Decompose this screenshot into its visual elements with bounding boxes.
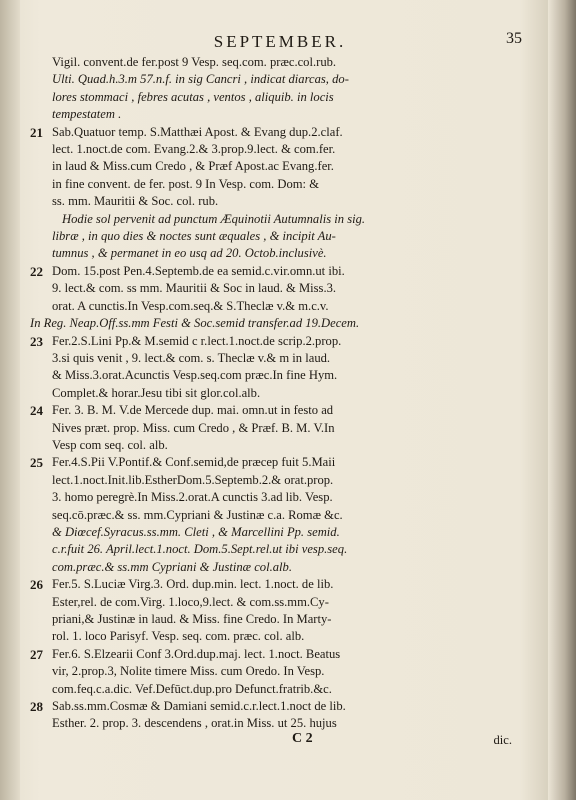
calendar-entry-line xyxy=(30,124,530,141)
line-text: Sab.ss.mm.Cosmæ & Damiani semid.c.r.lect.1.noct de lib. xyxy=(52,699,346,714)
line-text: c.r.fuit 26. April.lect.1.noct. Dom.5.Sept.rel.ut ibi vesp.seq. xyxy=(52,542,348,557)
calendar-entry-line xyxy=(30,576,530,593)
line-text: lect.1.noct.Init.lib.EstherDom.5.Septemb.2.& orat.prop. xyxy=(52,472,334,487)
text-line xyxy=(30,245,530,262)
line-text: priani,& Justinæ in laud. & Miss. fine Credo. In Marty- xyxy=(52,612,332,626)
text-line xyxy=(30,211,530,228)
calendar-entry-line xyxy=(30,454,530,471)
line-text: Fer.5. S.Luciæ Virg.3. Ord. dup.min. lect. 1.noct. de lib. xyxy=(52,577,334,592)
text-line xyxy=(30,54,530,71)
line-text: & Miss.3.orat.Acunctis Vesp.seq.com præc.In fine Hym. xyxy=(52,368,338,383)
day-number: 25 xyxy=(30,455,43,471)
line-text: Nives præt. prop. Miss. cum Credo , & Præf. B. M. V.In xyxy=(52,420,335,435)
text-line xyxy=(30,350,530,367)
page-edge xyxy=(548,0,576,800)
text-line xyxy=(30,611,530,628)
text-line xyxy=(30,141,530,158)
line-text: & Diœcef.Syracus.ss.mm. Cleti , & Marcellini Pp. semid. xyxy=(52,524,340,539)
calendar-entry-line xyxy=(30,333,530,350)
catchword: dic. xyxy=(493,732,512,747)
signature-mark: C 2 xyxy=(292,730,313,746)
line-text: seq.cō.præc.& ss. mm.Cypriani & Justinæ c.a. Romæ &c. xyxy=(52,507,343,522)
text-line xyxy=(30,367,530,384)
day-number: 22 xyxy=(30,263,43,279)
text-line xyxy=(30,559,530,576)
line-text: rol. 1. loco Parisyf. Vesp. seq. com. præc. col. alb. xyxy=(52,629,305,644)
line-text: Fer.4.S.Pii V.Pontif.& Conf.semid,de præcep fuit 5.Maii xyxy=(52,455,336,470)
line-text: lores stommaci , febres acutas , ventos , aliquib. in locis xyxy=(52,89,334,104)
text-line xyxy=(30,594,530,611)
page-number: 35 xyxy=(506,30,522,47)
text-line xyxy=(30,507,530,524)
text-line xyxy=(30,472,530,489)
day-number: 24 xyxy=(30,403,43,419)
line-text: Fer. 3. B. M. V.de Mercede dup. mai. omn.ut in festo ad xyxy=(52,403,334,418)
text-line xyxy=(30,193,530,210)
calendar-entry-line xyxy=(30,402,530,419)
line-text: 3.si quis venit , 9. lect.& com. s. Theclæ v.& m in laud. xyxy=(52,350,331,365)
text-line xyxy=(30,489,530,506)
text-line xyxy=(30,89,530,106)
text-line xyxy=(30,524,530,541)
line-text: Ester,rel. de com.Virg. 1.loco,9.lect. & com.ss.mm.Cy- xyxy=(52,594,329,609)
text-line xyxy=(30,437,530,454)
line-text: com.feq.c.a.dic. Vef.Defūct.dup.pro Defunct.fratrib.&c. xyxy=(52,681,332,696)
line-text: Vigil. convent.de fer.post 9 Vesp. seq.com. præc.col.rub. xyxy=(52,55,337,69)
line-text: ss. mm. Mauritii & Soc. col. rub. xyxy=(52,194,219,209)
text-line xyxy=(30,106,530,123)
line-text: Dom. 15.post Pen.4.Septemb.de ea semid.c.vir.omn.ut ibi. xyxy=(52,263,345,278)
text-line xyxy=(30,663,530,680)
day-number: 21 xyxy=(30,124,43,140)
book-gutter xyxy=(0,0,20,800)
calendar-entry-line xyxy=(30,263,530,280)
day-number: 23 xyxy=(30,333,43,349)
day-number: 27 xyxy=(30,646,43,662)
calendar-entry-line xyxy=(30,646,530,663)
line-text: Fer.6. S.Elzearii Conf 3.Ord.dup.maj. lect. 1.noct. Beatus xyxy=(52,646,341,661)
text-line xyxy=(30,420,530,437)
text-line xyxy=(30,158,530,175)
line-text: 3. homo peregrè.In Miss.2.orat.A cunctis 3.ad lib. Vesp. xyxy=(52,490,333,505)
text-line xyxy=(30,176,530,193)
line-text: orat. A cunctis.In Vesp.com.seq.& S.Theclæ v.& m.c.v. xyxy=(52,298,329,313)
line-text: lect. 1.noct.de com. Evang.2.& 3.prop.9.lect. & com.fer. xyxy=(52,142,336,157)
calendar-entry-line xyxy=(30,698,530,715)
text-line xyxy=(30,628,530,645)
text-line xyxy=(30,71,530,88)
page-header xyxy=(30,30,530,54)
line-text: In Reg. Neap.Off.ss.mm Festi & Soc.semid transfer.ad 19.Decem. xyxy=(30,316,360,331)
line-text: libræ , in quo dies & noctes sunt æquales , & incipit Au- xyxy=(52,229,336,244)
line-text: Hodie sol pervenit ad punctum Æquinotii Autumnalis in sig. xyxy=(62,211,366,226)
day-number: 26 xyxy=(30,577,43,593)
line-text: tempestatem . xyxy=(52,107,122,122)
text-line xyxy=(30,228,530,245)
page-footer xyxy=(30,731,530,751)
day-number: 28 xyxy=(30,699,43,715)
line-text: vir, 2.prop.3, Nolite timere Miss. cum Oredo. In Vesp. xyxy=(52,664,325,679)
line-text: Esther. 2. prop. 3. descendens , orat.in Miss. ut 25. hujus xyxy=(52,716,337,731)
text-line xyxy=(30,681,530,698)
line-text: Complet.& horar.Jesu tibi sit glor.col.alb. xyxy=(52,385,261,400)
text-line xyxy=(30,315,530,332)
line-text: in laud & Miss.cum Credo , & Præf Apost.ac Evang.fer. xyxy=(52,159,334,174)
line-text: 9. lect.& com. ss mm. Mauritii & Soc in laud. & Miss.3. xyxy=(52,281,337,296)
text-line xyxy=(30,541,530,558)
line-text: Sab.Quatuor temp. S.Matthæi Apost. & Evang dup.2.claf. xyxy=(52,124,343,139)
line-text: tumnus , & permanet in eo usq ad 20. Octob.inclusivè. xyxy=(52,246,327,261)
text-line xyxy=(30,298,530,315)
line-text: Ulti. Quad.h.3.m 57.n.f. in sig Cancri , indicat diarcas, do- xyxy=(52,72,349,87)
line-text: com.præc.& ss.mm Cypriani & Justinæ col.alb. xyxy=(52,559,292,574)
line-text: Vesp com seq. col. alb. xyxy=(52,437,168,452)
text-line xyxy=(30,280,530,297)
line-text: in fine convent. de fer. post. 9 In Vesp. com. Dom: & xyxy=(52,176,319,191)
calendar-text xyxy=(30,54,530,733)
book-page xyxy=(30,30,530,780)
text-line xyxy=(30,385,530,402)
line-text: Fer.2.S.Lini Pp.& M.semid c r.lect.1.noct.de scrip.2.prop. xyxy=(52,333,342,348)
running-title: SEPTEMBER. xyxy=(213,32,347,51)
